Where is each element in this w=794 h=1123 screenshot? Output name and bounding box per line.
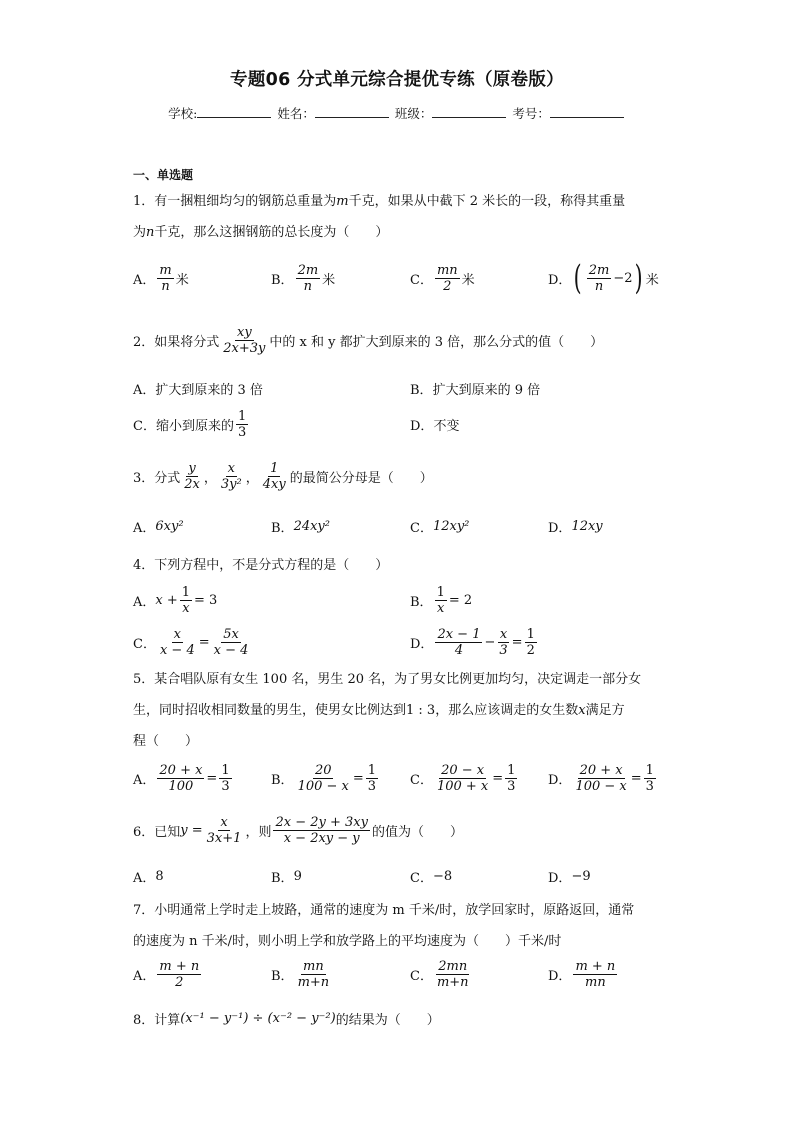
q8-expression: (x⁻¹ − y⁻¹) ÷ (x⁻² − y⁻²) xyxy=(180,1010,336,1026)
option-c[interactable]: C． 2mn m+n xyxy=(410,958,469,990)
option-a[interactable]: A． m + n 2 xyxy=(133,958,200,990)
option-d[interactable]: D． 不变 xyxy=(410,418,460,434)
school-label: 学校: xyxy=(168,106,198,121)
option-b[interactable]: B． $\frac{1}{x}$ = 2 xyxy=(410,584,473,616)
option-d[interactable]: D． 2x − 1 4 − $\frac{x}{3}$ = $\frac{1}{2}$ xyxy=(410,626,535,658)
exam-no-blank[interactable] xyxy=(550,105,624,118)
option-a[interactable]: A． 6xy² xyxy=(133,518,184,536)
question-3-stem: 3．分式 y 2x ， x 3y² ， 1 4xy 的最简公分母是（ ） xyxy=(133,460,433,492)
question-7-options xyxy=(133,954,673,994)
option-d[interactable]: D． ( 2m n −2 ) 米 xyxy=(548,258,659,298)
page-title: 专题06 分式单元综合提优专练（原卷版） xyxy=(230,70,564,90)
question-4-stem: 4．下列方程中，不是分式方程的是（ ） xyxy=(133,558,389,573)
section-heading: 一、单选题 xyxy=(133,168,194,182)
option-c[interactable]: C． −8 xyxy=(410,868,453,886)
class-label: 班级： xyxy=(394,106,433,121)
question-2-stem: 2．如果将分式 xy 2x+3y 中的 x 和 y 都扩大到原来的 3 倍，那么分式的值（ ） xyxy=(133,324,604,356)
option-d[interactable]: D． −9 xyxy=(548,868,591,886)
question-4-options-row2 xyxy=(133,622,673,662)
question-1-options xyxy=(133,258,673,298)
option-c[interactable]: C． 12xy² xyxy=(410,518,470,536)
name-blank[interactable] xyxy=(315,105,389,118)
question-8-stem: 8．计算 (x⁻¹ − y⁻¹) ÷ (x⁻² − y⁻²) 的结果为（ ） xyxy=(133,1010,440,1028)
option-b[interactable]: B． 扩大到原来的 9 倍 xyxy=(410,382,541,398)
student-info-line xyxy=(0,104,794,122)
question-3-options xyxy=(133,506,673,546)
question-2-options-row1 xyxy=(133,368,673,408)
option-c[interactable]: C． 缩小到原来的 1 3 xyxy=(133,408,247,440)
option-a[interactable]: A． x + $\frac{1}{x}$ = 3 xyxy=(133,584,218,616)
question-1-stem: 1．有一捆粗细均匀的钢筋总重量为m千克，如果从中截下 2 米长的一段，称得其重量 为n千克，那么这捆钢筋的总长度为（ ） xyxy=(133,194,626,240)
option-b[interactable]: B． 2m n 米 xyxy=(271,262,336,294)
question-7-stem: 7．小明通常上学时走上坡路，通常的速度为 m 千米/时，放学回家时，原路返回，通常 的速度为 n 千米/时，则小明上学和放学路上的平均速度为（ ）千米/时 xyxy=(133,903,635,949)
option-c[interactable]: C． 20 − x 100 + x = 1 3 xyxy=(410,762,516,794)
option-a[interactable]: A． 8 xyxy=(133,868,164,886)
option-d[interactable]: D． 20 + x 100 − x = 1 3 xyxy=(548,762,654,794)
option-a[interactable]: A． m n 米 xyxy=(133,262,189,294)
option-c[interactable]: C． $\frac{x}{x - 4}$ = $\frac{5x}{x - 4}$ xyxy=(133,626,249,658)
question-6-options xyxy=(133,856,673,896)
option-b[interactable]: B． 20 100 − x = 1 3 xyxy=(271,762,377,794)
option-d[interactable]: D． 12xy xyxy=(548,518,603,536)
question-2-options-row2 xyxy=(133,404,673,444)
class-blank[interactable] xyxy=(432,105,506,118)
option-d[interactable]: D． m + n mn xyxy=(548,958,616,990)
question-5-options xyxy=(133,758,673,798)
option-b[interactable]: B． 9 xyxy=(271,868,302,886)
question-6-stem: 6．已知 y = $\frac{x}{3x+1}$ ，则 2x − 2y + 3xy x − 2xy − y 的值为（ ） xyxy=(133,814,463,846)
question-4-options-row1 xyxy=(133,580,673,620)
exam-no-label: 考号： xyxy=(512,106,550,121)
option-a[interactable]: A． 20 + x 100 = 1 3 xyxy=(133,762,230,794)
school-blank[interactable] xyxy=(197,105,271,118)
option-b[interactable]: B． mn m+n xyxy=(271,958,330,990)
option-c[interactable]: C． mn 2 米 xyxy=(410,262,475,294)
option-a[interactable]: A． 扩大到原来的 3 倍 xyxy=(133,382,263,398)
option-b[interactable]: B． 24xy² xyxy=(271,518,330,536)
name-label: 姓名： xyxy=(277,106,315,121)
question-5-stem: 5．某合唱队原有女生 100 名，男生 20 名，为了男女比例更加均匀，决定调走一部分女 生，同时招收相同数量的男生，使男女比例达到1 : 3，那么应该调走的女生数x满足方 程（ ） xyxy=(133,672,642,749)
